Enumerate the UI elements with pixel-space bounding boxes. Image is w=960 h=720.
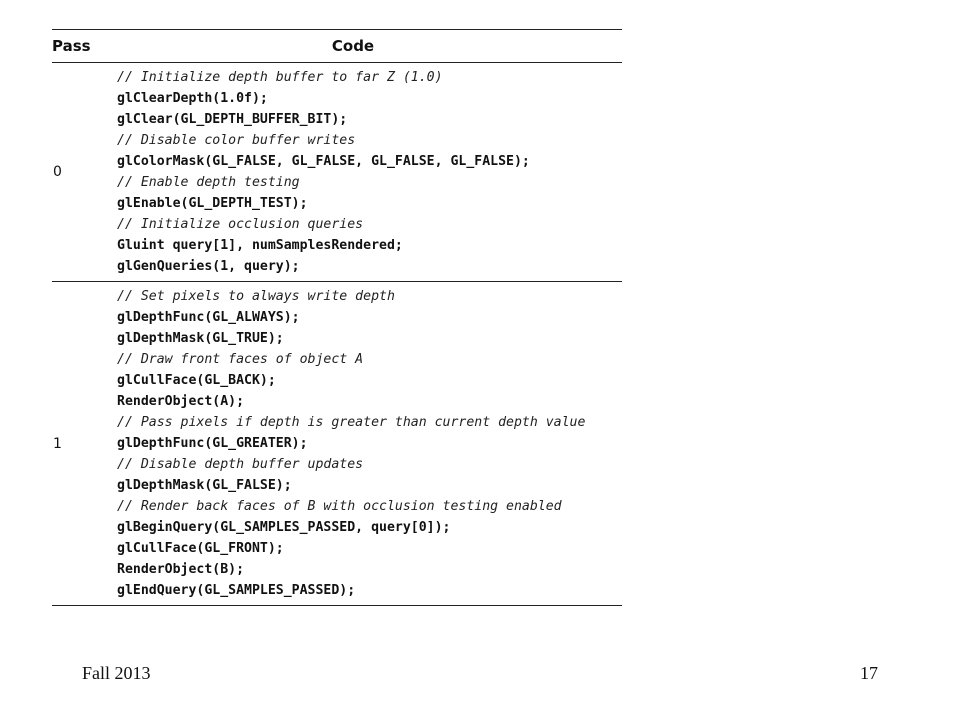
code-comment-line: // Disable color buffer writes [117,133,356,148]
code-comment-line: // Draw front faces of object A [117,352,364,367]
table-body [52,63,622,606]
table-row [52,282,622,606]
code-line: glCullFace(GL_FRONT); [117,541,284,556]
code-line: glEndQuery(GL_SAMPLES_PASSED); [117,583,356,598]
code-comment-line: // Render back faces of B with occlusion testing enabled [117,499,562,514]
table-row [52,63,622,282]
code-comment-line: // Initialize occlusion queries [117,217,364,232]
code-line: glDepthMask(GL_TRUE); [117,331,284,346]
code-table [52,29,622,606]
code-line: glEnable(GL_DEPTH_TEST); [117,196,308,211]
code-line: Gluint query[1], numSamplesRendered; [117,238,403,253]
code-line: glBeginQuery(GL_SAMPLES_PASSED, query[0]); [117,520,451,535]
code-block [115,282,622,605]
code-comment-line: // Enable depth testing [117,175,300,190]
pass-number: 0 [53,164,62,180]
code-line: glGenQueries(1, query); [117,259,300,274]
code-block [115,63,622,281]
code-comment-line: // Initialize depth buffer to far Z (1.0) [117,70,443,85]
page-number: 17 [860,663,878,683]
code-line: glClearDepth(1.0f); [117,91,268,106]
code-line: glCullFace(GL_BACK); [117,373,276,388]
code-line: glClear(GL_DEPTH_BUFFER_BIT); [117,112,348,127]
footer-date: Fall 2013 [82,663,151,683]
code-comment-line: // Set pixels to always write depth [117,289,395,304]
code-column-header: Code [331,37,375,55]
code-comment-line: // Pass pixels if depth is greater than current depth value [117,415,586,430]
pass-number: 1 [53,435,62,452]
code-line: glDepthFunc(GL_GREATER); [117,436,308,451]
code-line: RenderObject(B); [117,562,245,577]
code-line: glDepthMask(GL_FALSE); [117,478,292,493]
pass-column-header: Pass [52,37,91,55]
table-header [52,30,622,63]
code-line: glDepthFunc(GL_ALWAYS); [117,310,300,325]
code-comment-line: // Disable depth buffer updates [117,457,364,472]
code-line: glColorMask(GL_FALSE, GL_FALSE, GL_FALSE, GL_FALSE); [117,154,530,169]
code-line: RenderObject(A); [117,394,245,409]
